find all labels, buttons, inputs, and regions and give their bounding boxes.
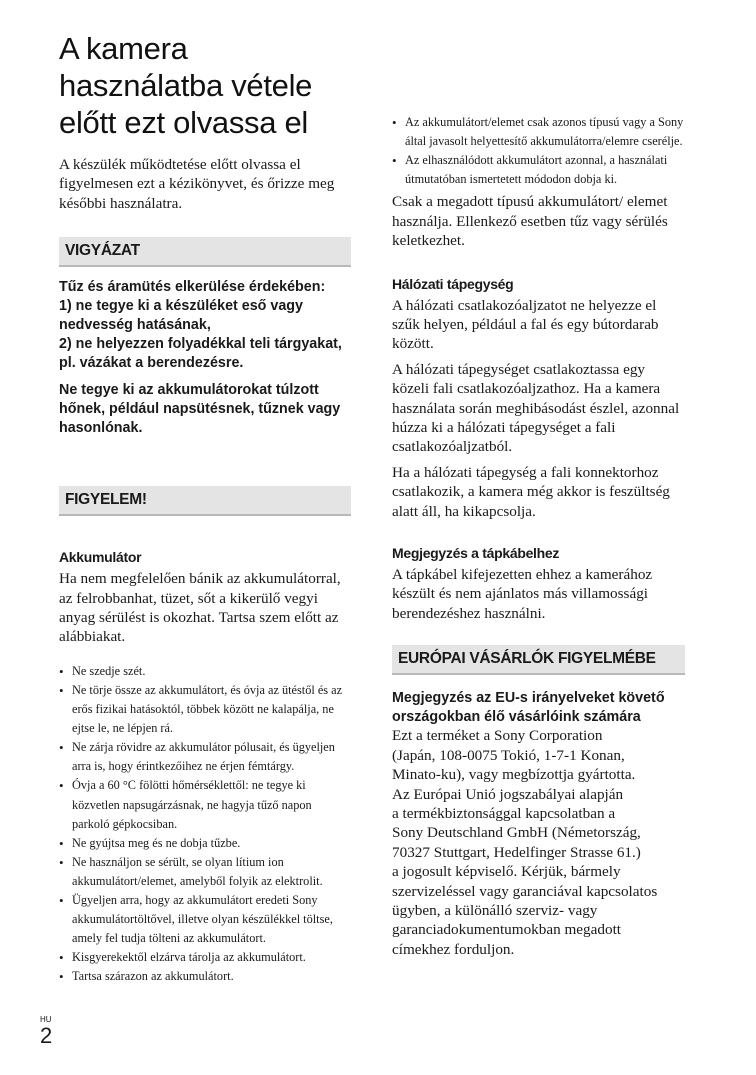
list-item: • Ne szedje szét. — [59, 662, 351, 681]
list-item: • Ügyeljen arra, hogy az akkumulátort eredeti Sony akkumulátortöltővel, illetve olyan készülékkel töltse, amely fel tudja tölteni az akkumulátort. — [59, 891, 351, 948]
power-cable-text: A tápkábel kifejezetten ehhez a kamerához készült és nem ajánlatos más villamossági berendezéshez használni. — [392, 566, 653, 622]
figyelem-heading: FIGYELEM! — [59, 486, 351, 516]
adapter-paragraph-2: A hálózati tápegységet csatlakoztassa egy közeli fali csatlakozóaljzathoz. Ha a kamera használata során meghibásodást észlel, azonnal húzza ki a hálózati tápegységet a fali csatlakozóaljzatból. — [392, 360, 680, 456]
page-number: 2 — [40, 1023, 53, 1048]
eu-customers-heading: EURÓPAI VÁSÁRLÓK FIGYELMÉBE — [392, 645, 685, 675]
list-item: • Tartsa szárazon az akkumulátort. — [59, 967, 351, 986]
page-title: A kamera használatba vétele előtt ezt olvassa el — [59, 31, 313, 140]
list-item: • Ne használjon se sérült, se olyan lítium ion akkumulátort/elemet, amelyből folyik az elektrolit. — [59, 853, 351, 891]
list-item: • Ne zárja rövidre az akkumulátor pólusait, és ügyeljen arra is, hogy érintkezőihez ne érjen fémtárgy. — [59, 738, 351, 776]
list-item: • Ne gyújtsa meg és ne dobja tűzbe. — [59, 834, 351, 853]
power-cable-heading: Megjegyzés a tápkábelhez — [392, 545, 560, 562]
left-column — [59, 30, 351, 986]
list-item: • Kisgyerekektől elzárva tárolja az akkumulátort. — [59, 948, 351, 967]
list-item: • Óvja a 60 °C fölötti hőmérséklettől: ne tegye ki közvetlen napsugárzásnak, ne hagyja tűző napon parkoló gépkocsiban. — [59, 776, 351, 833]
battery-type-note: Csak a megadott típusú akkumulátort/ elemet használja. Ellenkező esetben tűz vagy sérülés keletkezhet. — [392, 193, 668, 250]
akkumulator-text: Ha nem megfelelően bánik az akkumulátorral, az felrobbanhat, tüzet, sőt a kikerülő vegyi anyag sérülést is okozhat. Tartsa szem előtt az alábbiakat. — [59, 570, 341, 646]
adapter-paragraph-1: A hálózati csatlakozóaljzatot ne helyezze el szűk helyen, például a fal és egy bútordarab között. — [392, 296, 659, 353]
eu-directive-text: Ezt a terméket a Sony Corporation (Japán, 108-0075 Tokió, 1-7-1 Konan, Minato-ku), vagy megbízottja gyártotta. Az Európai Unió jogszabályai alapján a termékbiztonsággal kapcsolatban a Sony Deutschland GmbH (Németország, 70327 Stuttgart, Hedelfinger Strasse 61.) a jogosult képviselő. Kérjük, bármely szervizeléssel vagy garanciával kapcsolatos ügyben, a különálló szerviz- vagy garanciadokumentumokban megadott címekhez forduljon. — [392, 727, 658, 958]
battery-safety-list — [59, 662, 351, 987]
intro-text: A készülék működtetése előtt olvassa el figyelmesen ezt a kézikönyvet, és őrizze meg későbbi használatra. — [59, 156, 335, 212]
list-item: • Az elhasználódott akkumulátort azonnal, a használati útmutatóban ismertetett módodon dobja ki. — [392, 151, 685, 189]
list-item: • Ne törje össze az akkumulátort, és óvja az ütéstől és az erős fizikai hatásoktól, többek között ne kalapálja, ne ejtse le, ne lépjen rá. — [59, 681, 351, 738]
right-column — [392, 113, 685, 959]
list-item: • Az akkumulátort/elemet csak azonos típusú vagy a Sony által javasolt helyettesítő akkumulátorra/elemre cserélje. — [392, 113, 685, 151]
fire-warning: Tűz és áramütés elkerülése érdekében: 1) ne tegye ki a készüléket eső vagy nedvesség hatásának, 2) ne helyezzen folyadékkal teli tárgyakat, pl. vázákat a berendezésre. — [59, 279, 342, 372]
replacement-list — [392, 113, 685, 189]
vigyazat-heading: VIGYÁZAT — [59, 237, 351, 267]
adapter-heading: Hálózati tápegység — [392, 275, 514, 292]
akkumulator-heading: Akkumulátor — [59, 549, 142, 566]
language-code: HU — [40, 1015, 52, 1024]
eu-directive-heading: Megjegyzés az EU-s irányelveket követő országokban élő vásárlóink számára — [392, 690, 665, 725]
heat-warning: Ne tegye ki az akkumulátorokat túlzott hőnek, például napsütésnek, tűznek vagy hasonlónak. — [59, 382, 341, 437]
adapter-paragraph-3: Ha a hálózati tápegység a fali konnektorhoz csatlakozik, a kamera még akkor is feszültség alatt áll, ha kikapcsolja. — [392, 463, 670, 520]
